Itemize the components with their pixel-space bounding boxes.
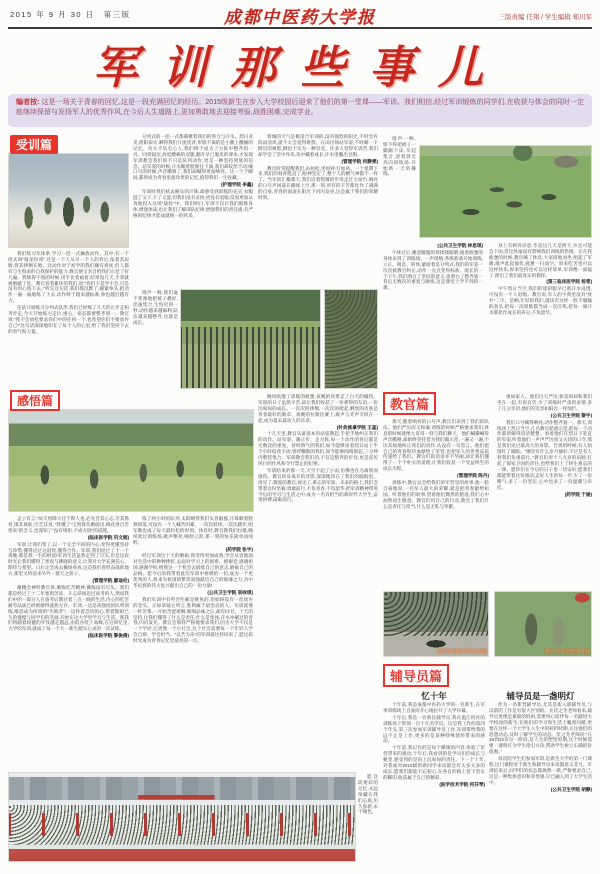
shouxun-column-5 (489, 243, 592, 388)
shouxun-column-2-strip (133, 290, 178, 389)
article-paragraph: 教官时常提醒我们,站如松,坐如钟,行如风。一个星期下来,我们的脊背挺直了,眼神坚定了,整个人的精气神都不一样了。当军训汇操那天,我们迈着铿锵的步伐走过主席台,响亮的口号声回荡在操场上空,那一刻,所有的辛苦都化作了满满的自豪,青春的面庞在阳光下闪闪发亮,这是属于我们的荣耀时刻。 (258, 165, 378, 201)
article-paragraph: 哨声一响,我们毫不犹豫地把被子叠好,迅速集合,生怕迟到一秒,动作越来越麻利,队伍越来越整齐,这就是成长。 (133, 290, 178, 325)
photo-mass-parade-panorama (8, 772, 356, 862)
photo-martial-arts-training (8, 153, 129, 248)
article-paragraph: 军训结束的那一天,天空下起了小雨,仿佛也在为离别而感伤。教官转身离开的背影,深深地印在了我们的脑海里。再见了,敬爱的教官;再见了,难忘的军训。未来的路上,我们会带着这份坚毅,勇敢前行,不负青春,不负韶华,把军训精神带进今后的学习与生活之中,成为一名有担当的新时代大学生,奋勇拼搏,砥砺前行。 (258, 467, 378, 503)
editor-note-text: 这是一场关于青春的回忆,这是一段充满回忆的经历。2015级新生在步入大学校园后迎来了他们的第一堂课——军训。我们相信,经过军训锻炼的同学们,在收获与体会的同时一定能继续保留与发扬军人的优秀作风,在今后人生道路上,更加勇敢地去迎接考验,战胜困难,完成学业。 (16, 99, 585, 116)
section-label-shouxun: 受训篇 (10, 135, 58, 154)
section-label-fudaoyuan: 辅导员篇 (383, 664, 449, 687)
jiaoguan-column-2 (497, 394, 592, 587)
article-paragraph: 蓉城的天气是极适合军训的,没有强烈的阳光,不时会有阵雨清风,就不太会觉得难熬。在田径场站军姿,不时瞄一下附近的树影,倒也不失为一种享受。许多人觉得军训苦,我们却学会了苦中作乐,乐中藏着成长,汗水里酿出甘甜。 (258, 134, 378, 157)
page-title: 军训那些事儿 (92, 42, 507, 93)
article-byline: (药学院 于涵) (564, 491, 592, 497)
shouxun-column-3 (258, 134, 378, 287)
article-paragraph: 视如家人。他们白天严厉,休息时却和我们坐在一起,有说有笑,少了训练时严肃的表情,多了几分亲切,他们的笑容如阳光一样灿烂。 (497, 394, 592, 411)
photo-caption: 教官们的精彩拳术表演 (436, 649, 487, 655)
header-divider (8, 27, 592, 29)
article-paragraph: 每次陪学生们参加军训,是新生大学的第一门课程,这门课程对于新生和辅导员来说都意义非凡。军训结束后,同学们的状态都焕然一新,严格要求自己,这是一种集体意识和荣誉感,早已融入到了大学生活中。 (489, 756, 592, 785)
article-byline: (公共卫生学院 林思琪) (437, 243, 483, 248)
ganwu-column-3-strip (358, 774, 378, 860)
article-paragraph: 练了两小时的队列,太阳晒得我们头昏脑涨,汗珠顺着脸颊滑落,可没有一个人喊苦叫累。一次次转体,一次次踏步,唱军歌也成了每天最轻松的时刻。休息时,教官教我们拉歌,晚风吹过训练场,歌声嘹亮,响彻云霄,那一刻的快乐简单而纯粹。 (133, 516, 253, 545)
article-paragraph: 训练中,教官总会给我们讲军营里的故事,他一脸自豪地说,一名军人最大的荣耀,就是把青春献给祖国。听着他们的故事,望着他们黝黑的脸庞,我们心中油然而生敬意。教官们用自己的行动,教会了我们什么是责任与担当,什么是无私与奉献。 (383, 480, 489, 509)
article-paragraph: 我们口号喊得响亮,动作整齐划一。那天,训练场上烈日当空,几名教官轮流示范,把每一个动作都讲解得清清楚楚。看着他们在烈日下笔直的军姿,听着他们一声声严厉而又关切的口令,那是我们见过最高大的身影。告别的时候,有人悄悄红了眼眶。“哪里有什么岁月静好,不过是有人替我们负重前行。”教官们用十八九岁的肩膀,扛起了保家卫国的责任,也给我们上了终生难忘的一课。愿你们在今后的日子里一切安好;愿我们都能带着这份感动,走好人生的每一步,少了一份稚气,多了一份坚定,心中也多了一份温暖与牵挂。 (497, 419, 592, 490)
article-byline: (第三临床医学院 杨雪) (546, 279, 592, 285)
photo-prone-shooting-drill (419, 145, 592, 238)
shouxun-column-4-strip (383, 136, 416, 238)
article-paragraph: 我们军训中有些苦些累是难免的,但始终没有一丝放弃的念头。正如拿破仑所言,胜利属于最坚忍的人。军训就像一杯苦茶,一开始苦涩难咽,细细品味之后,却有回甘。十天的坚持,让我们懂得了什么是责任,什么是集体,汗水冲刷过的青春,闪闪发光。教官会那样严格地要求我们,因为大学不仅是一个学府,它更像一个小社会,这个社会需要每一个年轻人学会自律、学会担当。“以苦为乐”的军训就这样结束了,愿这段时光成为青春记忆里最亮的一页。 (133, 596, 253, 644)
photo-standing-formation (180, 289, 321, 389)
article-paragraph: 身上有刺骨凉意,毕竟这几天是阴天,并且可能会下雨,但这丝毫没有影响我们训练的热情。正在我疲惫的时候,教官喊了休息,大家席地而坐,唱起了军歌,歌声此起彼伏,疲惫一扫而空。原来吃苦也可以这样快乐,原来坚持也可以这样简单,军训像一面镜子,照出了我们最真实的模样。 (489, 243, 592, 278)
photo-dense-crowd (324, 289, 378, 389)
publication-date: 2015 年 9 月 30 日 第三版 (10, 10, 131, 19)
article-byline: (管理学院 陈丹) (457, 473, 489, 479)
article-paragraph: 中午烈日当空,我们的迷彩服早已被汗水浸透,可没有一个人退缩。教官说,军人的字典里没有“放弃”二字。是啊,年轻的我们,就该有这样一股不服输的劲头,把每一次训练都当成一次淬炼,把每一滴汗水都化作成长的养分,不负韶华。 (489, 286, 592, 315)
ganwu-column-1 (8, 516, 129, 768)
shouxun-column-1 (8, 251, 129, 388)
ganwu-column-3 (258, 394, 378, 768)
photo-caption: 教官为学员整理着装 (544, 649, 590, 655)
article-byline: (公共卫生学院 袁咏琪) (207, 589, 253, 595)
article-byline: (针灸推拿学院 王蕊) (336, 424, 378, 430)
article-byline: (公共卫生学院 胡静) (550, 786, 592, 792)
article-paragraph: 分列式的一招一式都凝聚着我们的努力与汗水。烈日炎炎,骄阳似火,晒得我们汗流浃背,形影不离的是小腿上酸痛的记忆。功夫不负有心人,我们终于成为了方阵中整齐的一员。回到寝室,放松酸痛的双腿,翻开早已脱皮的课本,才发现军训教会我们的不只是队列动作,更是一种坚持到底的信念。站军姿的时候,汗水顺着脸颊往下淌,我们却纹丝不动;喊口号的时候,声音嘶哑了,我们却喊得更加响亮。这一个个瞬间,都将成为青春里最珍贵的记忆,值得我们一生收藏。 (133, 134, 253, 181)
article-byline: (临床医学院 黎俊倩) (87, 633, 129, 639)
article-byline: (药学院 张宇) (225, 546, 253, 552)
article-paragraph: 十年前,我记住的是每个操课的内容,体验了军营带来的感动;十年后,我看到的是学员们的成长与蜕变,感受到的是肩上沉甸甸的责任。下一个十年,对我或对2015级的新同学来说都会有太多太多的成长,愿我们都能不忘初心,在各自的路上留下坚实的脚印,收获属于自己的精彩。 (383, 745, 485, 780)
shouxun-column-2 (133, 134, 253, 287)
article-byline: (护理学院 李鑫) (221, 182, 253, 188)
newspaper-masthead: 成都中医药大学报 (224, 8, 376, 27)
article-paragraph: 军训,让我们变了,以一个完全不同的内心,变得更懂坚持与珍惜,懂得迈过这道坎,懂得合作。军训,我们度过了十一个夜晚,那是我一生的财富!军训生活虽然走到了尽头,但是这段时光让我们懂得了黑夜与拂晓的意义,让我对大学充满信心、期待与希望。日后定会再去操场看看,这是我们曾经奋战的地方,那里又将迎来另外一群天之骄子。 (8, 541, 129, 577)
section-label-ganwu: 感悟篇 (10, 390, 60, 411)
article-byline: (管理学院 何静雯) (341, 158, 378, 164)
article-paragraph: 晚风吹散了训练的疲惫,夜晚的风带走了白天的燥热。军训的日子虽然辛苦,却让我们收获了一份难得的友谊,一份沉甸甸的成长。一次次的摔倒,一次次的爬起,晒黑的皮肤是青春最好的勋章。夜晚的拉歌比赛上,歌声与笑声交织在一起,成为夏末最动人的乐章。 (258, 394, 378, 423)
article-paragraph: 哨声一响,恨不得把被子一脚踢下床,早起集合,迎着晨光奔向训练场,开始新一天的操练。 (383, 136, 416, 177)
editor-note-label: 编者按: (16, 99, 40, 106)
photo-field-combat-practice (8, 409, 254, 512)
article-paragraph: 愿这段迷彩的记忆,永远珍藏在我们心底,历久弥新,永不褪色。 (358, 774, 378, 815)
photo-instructor-demo (383, 591, 489, 657)
jiaoguan-column-1 (383, 419, 489, 587)
article-headline-mingdeng: 辅导员是一盏明灯 (506, 691, 575, 701)
editor-note-box (8, 94, 592, 127)
section-label-jiaoguan: 教官篇 (383, 392, 436, 415)
article-paragraph: 连队开始练习分列式队形,我们已经练了几天的正步走和齐步走,今天开始练习走位,重心、姿态都要整齐划一。教官说:“我不会放松要求你们中的任何一个,也希望你们不要放弃自己!”这句话深深地印在了每个人的心里,给了我们坚持下去的勇气和力量。 (8, 305, 129, 334)
article-byline: (临床医学院 巩文韬) (87, 534, 129, 540)
article-paragraph: 十几天里,教官从最基本的站姿教起,手把手地纠正我们的动作。站军姿、踢正步、走方阵,每一个动作的背后都是无数次的重复。曾经娇气的我们,如今能够顶着烈日站上半个小时纹丝不动;曾经懒散的我们,如今能够闻哨即起,三分钟内整装集合。军训教会我们的,不仅是整齐的步伐,更是雷厉风行的作风和令行禁止的纪律。 (258, 431, 378, 466)
ganwu-column-2 (133, 516, 253, 768)
article-paragraph: 十年前,我是成都中医药大学的一名新生,在军事训练场上自豪而开心地拉开了大学序幕。 (383, 702, 485, 713)
photo-instructor-with-student (494, 591, 592, 657)
article-paragraph: 我们练习军体拳,学习一招一式擒敌动作。其中,有一个招式叫“骑龙绞颈”,这是一个人从另一个人的背后,按着其肩膀,将其摔倒在地。这动作对于初学的我们颇有难度,但人都有与生俱来的自我保护的能力,教官便又亲自给我们示范了好几遍。我练得不熟的时候,用手比着画着,结果没几天,手掌就被磨破了皮。教官看着累坏的我们,说:“你们不是学不会,只是没有用心练下去。”听完这句话,我们都沉默了,握紧拳头,把动作一遍一遍地练了下去,动作终于越来越标准,拳也越打越有力。 (8, 251, 129, 304)
article-paragraph: 十年后,我是一名新任辅导员,我在温江校区的训练场上带领一百十几名学员。这是我工作的第四个年头,第三次参加军训辅导员工作,军训带给我的远不止是工作,更多的是某种特殊情怀带来的感动。 (383, 714, 485, 744)
fudaoyuan-column-2 (489, 702, 592, 866)
article-byline: (管理学院 廖迪伦) (92, 578, 129, 584)
shouxun-column-4 (383, 243, 483, 388)
article-paragraph: 午休过后,睡意朦胧的我揉揉眼睛,拖着疲惫的身体来到了训练场。一声哨响,各班准备开始训练,立正、稍息、转体,紧接着是分列式,我们的军姿一次次被教官纠正,动作一点点变得标准。漫长的一个下午,我们明白了坚持的意义,也明白了整齐划一背后无数次的重复与磨炼,这是课堂上学不到的一课。 (383, 249, 483, 291)
article-paragraph: 作为一名新晋辅导员,尤其是新入职辅导员,与以前的工作是有很大区别的。在伏之冬老师看来,辅导员更像是兼职的妈妈,需要用心陪伴每一名踏进大学校园的新生,在他们的学习和生活上嘘寒问暖,更要在这样一个大学生人生中的转折时期,关注他们的思想动态,及时了解学生的动态。伏之冬老师说:“在16到22岁这一阶段,是人生的塑型时期,这个时候需要一盏明灯为学生指引方向,帮助学生树立正确的价值观。” (489, 702, 592, 755)
article-paragraph: 那天,随着响亮的口号声,教官们来到了我们的队伍。他们严厉而又和蔼,训练的时候严格要求我们,休息的时候就像大哥哥一样与我们聊天。他们喊操喊得声音嘶哑,却始终坚持着为我们做示范,一遍又一遍,不厌其烦地纠正我们的动作,从没有一句怨言。他们把自己的青春和热血献给了军营,也把军人的优秀品质传递给了我们。教官们的话语并不华丽,却让我们懂得了一个个朴实的道理,让我们收获一个受益终生的成长历程。 (383, 419, 489, 472)
article-paragraph: 聚精会神听教官讲,磨练吃苦精神,操练没有尽头。我们都是经过了十二年寒窗苦读、斗志昂扬迈过高考的人,然而我们中的一部分人在备考后期过着三点一线的生活,内心的吃苦耐劳品质已经被磨得荡然无存。军训,一边是高强度的队列训练,唯恐成为所谓的“失败者”;一边怀着急切的心,带着期盼已久的憧憬与同学们的笑颜,开始在这大学里学习与生活。那我们将踏着稳健的步伐越走越远,由低谷绕上高峰,在这回忆里,大学的军训,就成了每一个大一新生踏实心灵的一次试炼。 (8, 584, 129, 632)
article-byline: (公共卫生学院 黎宇) (550, 412, 592, 418)
article-paragraph: 军训时我们拭去额头的汗珠,却感受到训练的充实;衣服湿了又干,干了又湿,但我们没有妥协,更没有退缩,反而更加认真地投入这场“战役”中。我们明白,军训不仅让我们锻炼身体,增强体质,也让我们了解部队纪律,增强我们的责任感,有严格的纪律才能成就统一的风采。 (133, 189, 253, 218)
article-paragraph: 经过军训这十天的磨砺,我变得更加成熟,学会从容地面对生活中的种种挫折,去面对学习上的困难。感谢党,感谢祖国,感谢学校,给我这一个机会去锻炼自己的意志,磨砺自己的品格。愿今后的我带着此次军训中拼搏的一切,成为一个更优秀的人,将来为祖国的繁荣富强献出自己的绵薄之力,为中华民族的伟大复兴献出自己的一份力量! (133, 553, 253, 588)
editors-credit: 三版责编 任翔 / 学生编辑 郑川军 (498, 14, 592, 21)
article-headline-yishinian: 忆十年 (421, 691, 447, 701)
fudaoyuan-column-1 (383, 702, 485, 866)
article-byline: (医学技术学院 何芬琴) (439, 781, 485, 787)
article-paragraph: 孟子有言:“故天将降大任于斯人也,必先苦其心志,劳其筋骨,饿其体肤,空乏其身。”我懂了“宝剑锋从磨砺出,梅花香自苦寒来”的含义,也深知了“没有规矩,不成方圆”的道理。 (8, 516, 129, 533)
